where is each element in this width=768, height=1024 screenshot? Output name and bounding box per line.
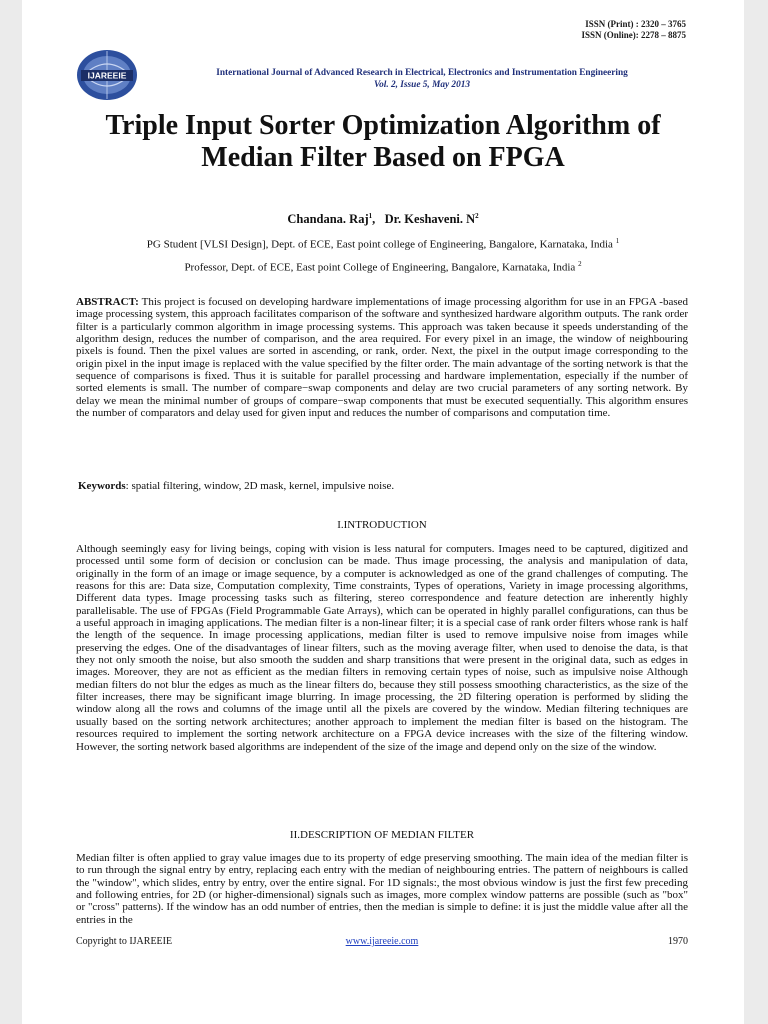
issn-online: ISSN (Online): 2278 – 8875 — [581, 30, 686, 40]
author-2: Dr. Keshaveni. N — [384, 212, 476, 227]
affiliation-1-text: PG Student [VLSI Design], Dept. of ECE, East point college of Engineering, Bangalore, Karnataka, India — [146, 238, 613, 251]
affiliation-2-sup: 2 — [578, 260, 582, 268]
affiliation-2 — [62, 260, 704, 274]
introduction-text: Although seemingly easy for living beings, coping with vision is less natural for computers. Images need to be captured, digitized and processed until some form of decision or conclusion can be made. Thus image processing, the analysis and manipulation of data, originally in the form of an image or image sequence, by a computer is acknowledged as one of the grand challenges of computing. The reasons for this are: Data size, Computation complexity, Time constraints, Types of operations, Variety in image processing algorithms, Different data types. Image processing tasks such as filtering, stereo correspondence and feature detection are inherently highly parallelisable. The use of FPGAs (Field Programmable Gate Arrays), which can be operated in highly parallel configurations, can thus be a useful approach in imaging applications. The median filter is a non-linear filter; it is a special case of rank order filters whose rank is half the length of the sequence. In image processing applications, median filter is used to remove impulsive noise from images while preserving the edges. One of the disadvantages of linear filters, such as the moving average filter, when used to denoise the data, is that they not only smooth the noise, but also smooth the sudden and sharp transitions that were present in the original data, such as edges in images. Moreover, they are not as efficient as the median filters in removing certain types of noise, such as impulsive noise Although median filters do not blur the edges as much as the linear filters do, because they still possess smoothing characteristics, as the size of the filter increases, there may be significant image blurring. In image processing, the 2D filtering operation is performed by sliding the window along all the rows and columns of the image until all the pixels are covered by the window. Median filtering techniques are usually based on the sorting network architectures; another approach to implement the median filter is based on the histogram. The resources required to implement the sorting network architecture on a FPGA device increases with the size of the filtering window. However, the sorting network based algorithms are independent of the size of the image and depend only on the size of the window. — [76, 543, 688, 753]
author-1-sup: 1 — [368, 212, 373, 220]
authors-line — [82, 212, 684, 227]
author-2-sup: 2 — [475, 212, 479, 220]
affiliation-1-sup: 1 — [615, 237, 620, 245]
paper-page — [22, 0, 744, 1024]
journal-volume: Vol. 2, Issue 5, May 2013 — [373, 80, 471, 90]
affiliation-1 — [62, 237, 704, 251]
journal-logo — [72, 47, 142, 102]
keywords — [78, 480, 690, 492]
footer-copyright: Copyright to IJAREEIE — [76, 936, 173, 947]
abstract-label: ABSTRACT: — [76, 296, 139, 308]
footer-page-number: 1970 — [668, 936, 688, 947]
journal-name: International Journal of Advanced Research in Electrical, Electronics and Instrumentation Engineering — [216, 68, 628, 78]
section-heading-introduction: I.INTRODUCTION — [337, 519, 427, 531]
keywords-label: Keywords — [78, 480, 126, 492]
issn-print: ISSN (Print) : 2320 – 3765 — [585, 19, 686, 29]
author-1: Chandana. Raj — [287, 212, 369, 227]
footer-website-link[interactable]: www.ijareeie.com — [345, 936, 419, 947]
issn-block — [581, 19, 686, 41]
paper-title: Triple Input Sorter Optimization Algorithm of Median Filter Based on FPGA — [105, 110, 661, 173]
section-heading-median-filter: II.DESCRIPTION OF MEDIAN FILTER — [289, 829, 475, 841]
keywords-text: : spatial filtering, window, 2D mask, kernel, impulsive noise. — [125, 480, 395, 492]
logo-text: IJAREEIE — [87, 70, 127, 81]
affiliation-2-text: Professor, Dept. of ECE, East point College of Engineering, Bangalore, Karnataka, India — [184, 261, 576, 274]
median-filter-text: Median filter is often applied to gray value images due to its property of edge preserving smoothing. The main idea of the median filter is to run through the signal entry by entry, replacing each entry with the median of neighbouring entries. The pattern of neighbours is called the "window", which slides, entry by entry, over the entire signal. For 1D signals:, the most obvious window is just the first few preceding and following entries, for 2D (or higher-dimensional) signals such as images, more complex window patterns are possible (such as "box" or "cross" patterns). If the window has an odd number of entries, then the median is simple to define: it is just the middle value after all the entries in the — [76, 852, 688, 926]
abstract-text: This project is focused on developing hardware implementations of image processing algorithm for use in an FPGA -based image processing system, this approach facilitates comparison of the software and synthesized hardware algorithm outputs. The rank order filter is a particularly common algorithm in image processing systems. This approach was taken because it speeds understanding of the algorithm design, reduces the number of comparison, and the area required. For every pixel in an image, the window of neighbouring pixels is found. Then the pixel values are sorted in ascending, or rank, order. Next, the pixel in the output image corresponding to the origin pixel in the input image is replaced with the value specified by the filter order. The main advantage of the sorting network is that the sequence of comparisons is fixed. Thus it is suitable for parallel processing and hardware implementation, especially if the number of sorted elements is small. The number of compare−swap components and delay are two crucial parameters of any sorting network. By delay we mean the minimal number of groups of compare−swap components that must be executed sequentially. This algorithm ensures the number of comparators and delay used for given input and reduces the number of comparisons and computation time. — [76, 296, 688, 420]
author-separator: , — [372, 212, 385, 227]
abstract — [76, 296, 688, 419]
